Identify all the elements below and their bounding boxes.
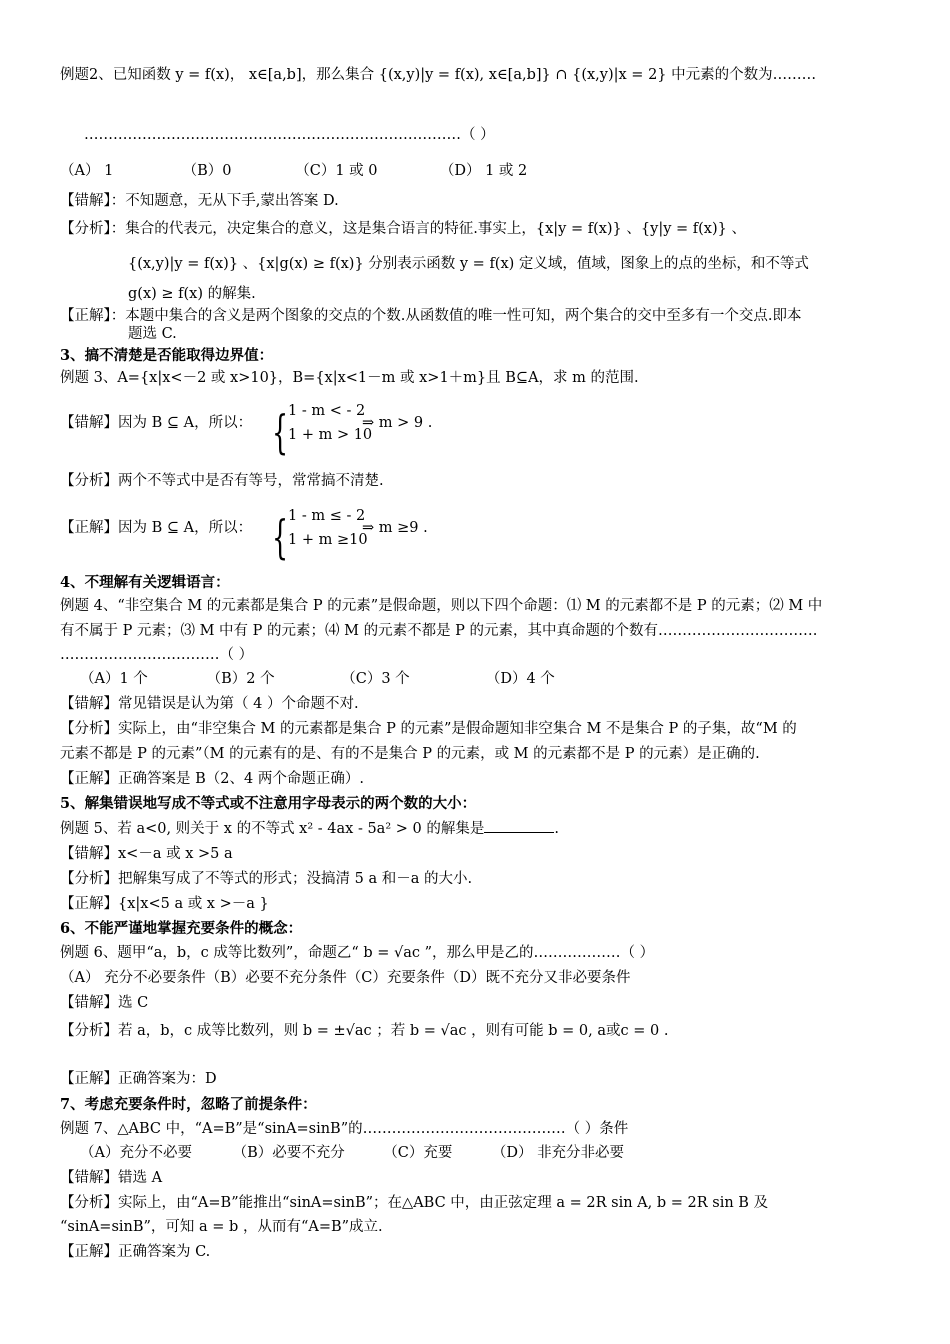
example4-options [80,668,914,690]
example6-wrong-answer: 【错解】选 C [60,995,149,1011]
example5-wrong-answer: 【错解】x<－a 或 x >5 a [60,846,233,862]
section6-heading: 6、不能严谨地掌握充要条件的概念： [60,920,303,937]
answer-blank[interactable] [484,818,554,833]
question-text: 例题 5、若 a<0, 则关于 x 的不等式 x² - 4ax - 5a² > 0 的解集是 [60,821,485,837]
section3-heading: 3、搞不清楚是否能取得边界值： [60,347,274,364]
example4-question-line2: 有不属于 P 元素；⑶ M 中有 P 的元素；⑷ M 的元素不都是 P 的元素，其中真命题的个数有…………………………… [60,623,818,639]
example5-correct-answer: 【正解】{x|x<5 a 或 x >－a } [60,896,269,912]
example7-analysis-line1: 【分析】实际上，由“A=B”能推出“sinA=sinB”；在△ABC 中，由正弦定理 a = 2R sin A, b = 2R sin B 及 [60,1195,769,1211]
example2-question-line1: 例题2、已知函数 y = f(x)， x∈[a,b]，那么集合 {(x,y)|y = f(x), x∈[a,b]} ∩ {(x,y)|x = 2} 中元素的个数为……… [60,67,817,83]
implication: ⇒ m ≥9 . [362,520,428,536]
wrong-answer-prefix: 【错解】因为 B ⊆ A，所以： [60,415,253,431]
example4-wrong-answer: 【错解】常见错误是认为第（ 4 ）个命题不对. [60,696,359,712]
example6-analysis: 【分析】若 a，b，c 成等比数列，则 b = ±√ac ；若 b = √ac ，则有可能 b = 0, a或c = 0 . [60,1023,669,1039]
option-a: （A）充分不必要 [80,1145,192,1161]
example5-question [60,818,894,840]
example6-options: （A） 充分不必要条件（B）必要不充分条件（C）充要条件（D）既不充分又非必要条件 [60,970,631,986]
option-c: （C）1 或 0 [295,163,378,179]
option-d: （D）4 个 [485,671,555,687]
example4-question-line1: 例题 4、“非空集合 M 的元素都是集合 P 的元素”是假命题，则以下四个命题：⑴ M 的元素都不是 P 的元素；⑵ M 中 [60,598,823,614]
example4-analysis-line1: 【分析】实际上，由“非空集合 M 的元素都是集合 P 的元素”是假命题知非空集合 M 不是集合 P 的子集，故“M 的 [60,721,797,737]
example4-question-line3: ……………………………（ ） [60,647,254,663]
example7-correct-answer: 【正解】正确答案为 C. [60,1244,211,1260]
example7-options [80,1142,914,1164]
example7-wrong-answer: 【错解】错选 A [60,1170,163,1186]
example4-correct-answer: 【正解】正确答案是 B（2、4 两个命题正确）. [60,771,364,787]
option-d: （D） 1 或 2 [439,163,528,179]
example3-wrong-answer [60,412,894,434]
example3-question: 例题 3、A={x|x<－2 或 x>10}，B={x|x<1－m 或 x>1＋m}且 B⊆A，求 m 的范围. [60,370,639,386]
example2-correct-line1: 【正解】：本题中集合的含义是两个图象的交点的个数.从函数值的唯一性可知，两个集合的交中至多有一个交点.即本 [60,308,802,324]
section7-heading: 7、考虑充要条件时，忽略了前提条件： [60,1096,317,1113]
inequality-row2: 1 + m > 10 [288,427,373,443]
example2-correct-line2: 题选 C. [128,326,177,342]
correct-answer-prefix: 【正解】因为 B ⊆ A，所以： [60,520,253,536]
example5-analysis: 【分析】把解集写成了不等式的形式；没搞清 5 a 和－a 的大小. [60,871,473,887]
example2-analysis-line3: g(x) ≥ f(x) 的解集. [128,286,256,302]
inequality-system-correct [272,508,472,564]
option-c: （C）充要 [383,1145,453,1161]
example7-analysis-line2: “sinA=sinB”，可知 a = b ，从而有“A=B”成立. [60,1219,383,1235]
option-d: （D） 非充分非必要 [491,1145,625,1161]
example4-analysis-line2: 元素不都是 P 的元素”（M 的元素有的是、有的不是集合 P 的元素，或 M 的元素都不是 P 的元素）是正确的. [60,746,760,762]
option-a: （A）1 个 [80,671,148,687]
implication: ⇒ m > 9 . [362,415,433,431]
inequality-row1: 1 - m ≤ - 2 [288,508,366,524]
section4-heading: 4、不理解有关逻辑语言： [60,574,230,591]
example6-question: 例题 6、题甲“a，b，c 成等比数列”，命题乙“ b = √ac ”，那么甲是乙的………………（ ） [60,945,655,961]
example2-wrong-answer: 【错解】：不知题意，无从下手,蒙出答案 D. [60,193,339,209]
section5-heading: 5、解集错误地写成不等式或不注意用字母表示的两个数的大小： [60,795,477,812]
option-b: （B）2 个 [206,671,275,687]
example6-correct-answer: 【正解】正确答案为：D [60,1071,217,1087]
option-b: （B）必要不充分 [232,1145,345,1161]
example2-analysis-line2: {(x,y)|y = f(x)} 、{x|g(x) ≥ f(x)} 分别表示函数 y = f(x) 定义域，值域，图象上的点的坐标，和不等式 [128,256,809,272]
inequality-system-wrong [272,403,472,459]
example2-analysis-line1: 【分析】：集合的代表元，决定集合的意义，这是集合语言的特征.事实上，{x|y = f(x)} 、{y|y = f(x)} 、 [60,221,746,237]
inequality-row1: 1 - m < - 2 [288,403,366,419]
left-brace: { [272,405,289,459]
option-b: （B）0 [182,163,232,179]
option-a: （A） 1 [60,163,114,179]
example3-analysis: 【分析】两个不等式中是否有等号，常常搞不清楚. [60,473,384,489]
example3-correct-answer [60,517,894,539]
left-brace: { [272,510,289,564]
example2-options [60,160,894,182]
example2-question-line2: ……………………………………………………………………（ ） [84,127,495,143]
example7-question: 例题 7、△ABC 中，“A=B”是“sinA=sinB”的……………………………………（ ）条件 [60,1121,629,1137]
option-c: （C）3 个 [341,671,410,687]
question-end: . [554,821,559,837]
inequality-row2: 1 + m ≥10 [288,532,368,548]
